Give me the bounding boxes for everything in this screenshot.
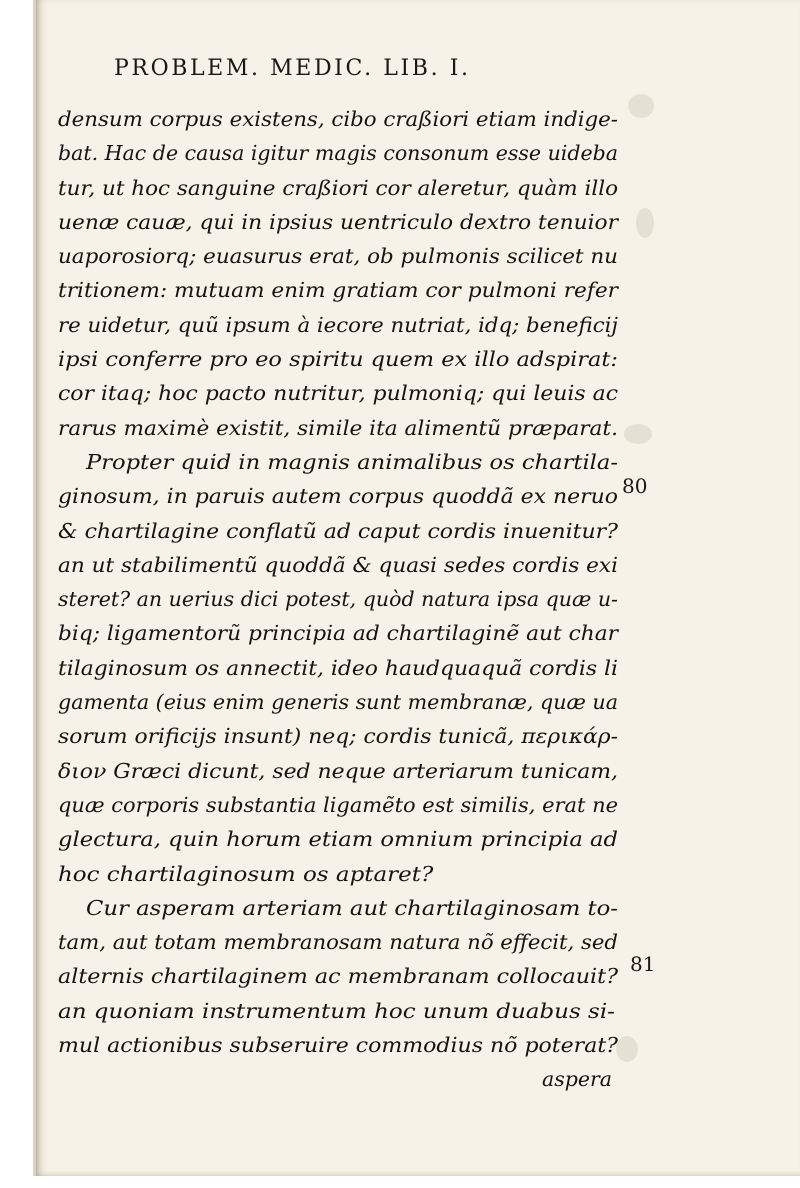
text-line: ginosum, in paruis autem corpus quoddã ex neruo — [58, 484, 618, 509]
text-line: uenæ cauæ, qui in ipsius uentriculo dextro tenuior — [58, 209, 618, 234]
margin-number-81: 81 — [630, 952, 656, 976]
text-line: tam, aut totam membranosam natura nõ effecit, sed — [58, 930, 618, 955]
bottom-margin — [0, 1176, 800, 1188]
text-line: alternis chartilaginem ac membranam collocauit? — [58, 964, 618, 989]
margin-number-80: 80 — [622, 474, 648, 498]
text-line: sorum orificijs insunt) neq; cordis tunicã, περικάρ- — [58, 724, 618, 749]
ink-bleed-mark — [636, 208, 654, 238]
text-line: biq; ligamentorũ principia ad chartilaginẽ aut char — [58, 621, 618, 646]
text-line: uaporosiorq; euasurus erat, ob pulmonis scilicet nu — [58, 244, 618, 269]
text-line: & chartilagine conflatũ ad caput cordis inuenitur? — [58, 518, 618, 543]
text-line: ipsi conferre pro eo spiritu quem ex illo adspirat: — [58, 347, 618, 372]
text-line: tritionem: mutuam enim gratiam cor pulmoni refer — [58, 278, 618, 303]
text-line: an ut stabilimentũ quoddã & quasi sedes cordis exi — [58, 552, 618, 577]
problem-80-start: Propter quid in magnis animalibus os chartila- — [86, 449, 618, 474]
text-line: glectura, quin horum etiam omnium principia ad — [58, 827, 618, 852]
text-line: tilaginosum os annectit, ideo haudquaquã cordis li — [58, 655, 618, 680]
text-line: mul actionibus subseruire commodius nõ poterat? — [58, 1033, 618, 1058]
text-line: διον Græci dicunt, sed neque arteriarum tunicam, — [58, 758, 618, 783]
binding-edge — [0, 0, 36, 1188]
text-line: an quoniam instrumentum hoc unum duabus si- — [58, 998, 615, 1023]
problem-81-start: Cur asperam arteriam aut chartilaginosam to- — [86, 895, 618, 920]
text-line: tur, ut hoc sanguine craßiori cor aleretur, quàm illo — [58, 175, 618, 200]
text-line: steret? an uerius dici potest, quòd natura ipsa quæ u- — [58, 587, 618, 612]
running-head: PROBLEM. MEDIC. LIB. I. — [114, 56, 471, 81]
ink-bleed-mark — [628, 94, 654, 118]
text-line: hoc chartilaginosum os aptaret? — [58, 861, 434, 886]
body-text — [58, 102, 618, 1097]
text-line: re uidetur, quũ ipsum à iecore nutriat, idq; beneficij — [58, 312, 618, 337]
ink-bleed-mark — [616, 1036, 638, 1062]
ink-bleed-mark — [624, 424, 652, 444]
text-line: quæ corporis substantia ligamẽto est similis, erat ne — [58, 792, 618, 817]
catchword: aspera — [541, 1067, 612, 1092]
text-line: bat. Hac de causa igitur magis consonum esse uideba — [58, 141, 618, 166]
text-line: rarus maximè existit, simile ita alimentũ præparat. — [58, 415, 618, 440]
text-line: gamenta (eius enim generis sunt membranæ, quæ ua — [58, 690, 618, 715]
text-line: densum corpus existens, cibo craßiori etiam indige- — [58, 107, 618, 131]
text-line: cor itaq; hoc pacto nutritur, pulmoniq; qui leuis ac — [58, 381, 618, 406]
